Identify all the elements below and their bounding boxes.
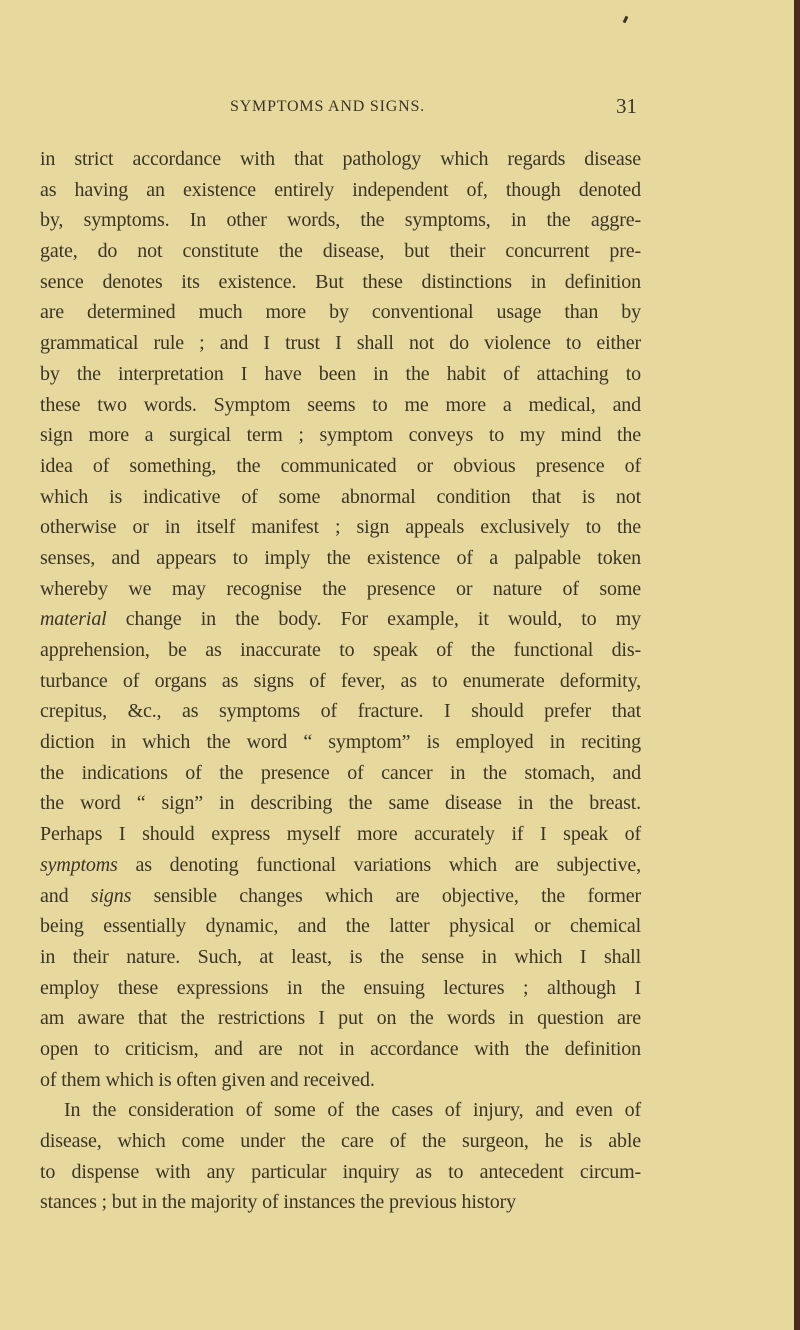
text-line [40,850,641,881]
text-line: stances ; but in the majority of instances the previous history [40,1191,517,1214]
text-line [40,881,641,912]
text-line: to dispense with any particular inquiry as to antecedent circum- [40,1160,641,1183]
running-title: SYMPTOMS AND SIGNS. [230,98,425,115]
text-line: in strict accordance with that pathology which regards disease [40,148,641,170]
text-line [40,604,641,635]
text-line: open to criticism, and are not in accordance with the definition [40,1037,641,1060]
page-edge [794,0,800,1330]
text-line: diction in which the word “ symptom” is employed in reciting [40,731,641,754]
text-line: gate, do not constitute the disease, but their concurrent pre- [40,240,641,263]
text-line: am aware that the restrictions I put on the words in question are [40,1007,641,1030]
text-line: disease, which come under the care of the surgeon, he is able [40,1130,641,1152]
text-line: In the consideration of some of the cases of injury, and even of [64,1099,641,1122]
text-line: of them which is often given and received. [40,1068,375,1091]
text-line: crepitus, &c., as symptoms of fracture. I should prefer that [40,700,641,723]
text-line: the indications of the presence of cancer in the stomach, and [40,761,641,784]
text-line: senses, and appears to imply the existence of a palpable token [40,546,641,569]
text-line: as having an existence entirely independent of, though denoted [40,178,641,201]
text-line: grammatical rule ; and I trust I shall not do violence to either [40,332,641,355]
text-line: the word “ sign” in describing the same disease in the breast. [40,792,641,815]
text-line: sence denotes its existence. But these distinctions in definition [40,270,641,293]
text-line: otherwise or in itself manifest ; sign appeals exclusively to the [40,516,641,539]
text-segment: and [40,884,91,907]
text-line: being essentially dynamic, and the latter physical or chemical [40,915,641,938]
text-line: idea of something, the communicated or obvious presence of [40,454,641,477]
ink-mark [623,16,629,24]
text-segment: change in the body. For example, it would, to my [106,608,641,631]
body-text [40,144,641,1218]
text-line: whereby we may recognise the presence or nature of some [40,577,641,600]
italic-term: signs [90,884,132,907]
italic-term: material [40,608,107,631]
text-line: are determined much more by conventional usage than by [40,301,641,324]
text-line: by the interpretation I have been in the habit of attaching to [40,362,641,385]
text-segment: as denoting functional variations which are subjective, [117,853,641,876]
text-line: Perhaps I should express myself more accurately if I speak of [40,823,641,846]
text-line: which is indicative of some abnormal condition that is not [40,485,641,508]
italic-term: symptoms [40,853,118,876]
text-segment: sensible changes which are objective, the former [131,884,641,907]
text-line: employ these expressions in the ensuing lectures ; although I [40,976,641,999]
text-line: these two words. Symptom seems to me more a medical, and [40,393,641,416]
text-line: in their nature. Such, at least, is the sense in which I shall [40,945,641,968]
page-number: 31 [616,94,637,118]
text-line: apprehension, be as inaccurate to speak of the functional dis- [40,639,641,661]
text-line: turbance of organs as signs of fever, as to enumerate deformity, [40,669,641,692]
text-line: sign more a surgical term ; symptom conveys to my mind the [40,424,641,447]
text-line: by, symptoms. In other words, the symptoms, in the aggre- [40,209,641,232]
